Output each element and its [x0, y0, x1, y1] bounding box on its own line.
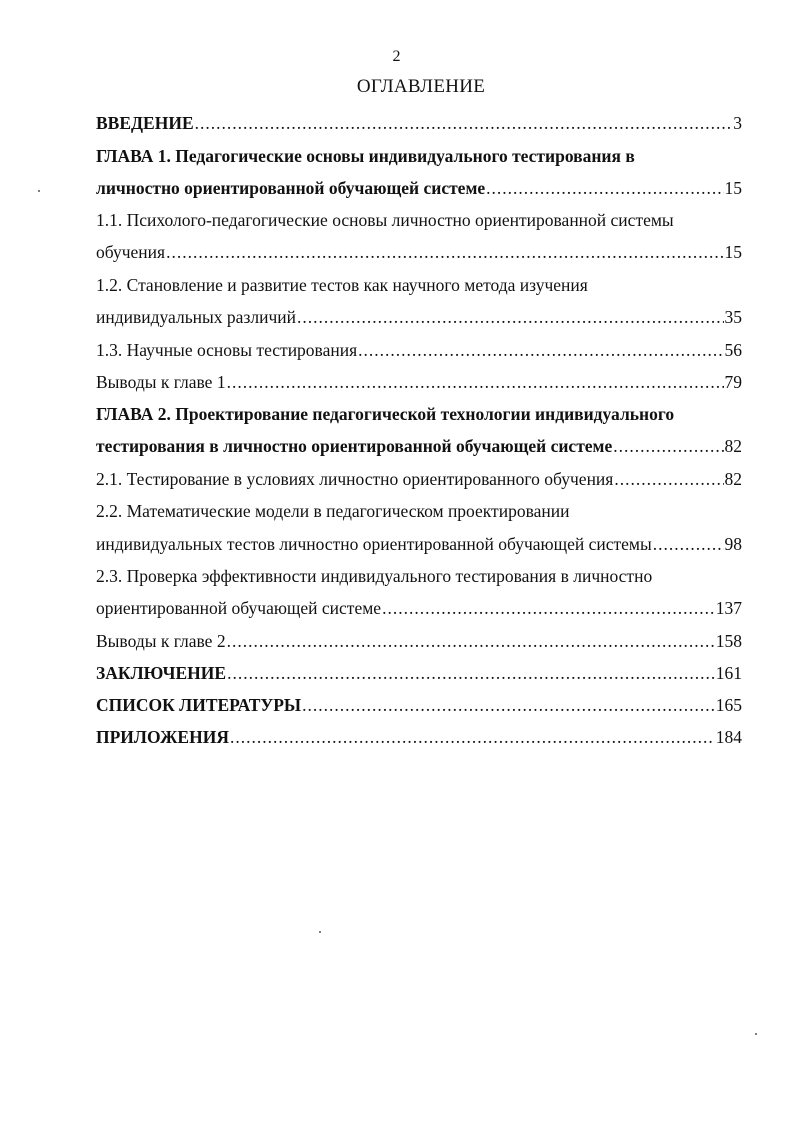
- toc-entry-label: 1.3. Научные основы тестирования: [96, 340, 358, 360]
- toc-page-number: 35: [724, 307, 742, 327]
- toc-leader: [230, 727, 715, 748]
- toc-entry-label-line2: личностно ориентированной обучающей системе: [96, 178, 486, 198]
- toc-leader: [653, 534, 724, 555]
- toc-leader: [195, 113, 733, 134]
- toc-entry-label-line1: ГЛАВА 1. Педагогические основы индивидуального тестирования в: [96, 146, 635, 166]
- toc-entry-label-line2-row: [96, 178, 742, 199]
- toc-page-number: 56: [724, 340, 742, 360]
- toc-page-number: 184: [715, 727, 742, 747]
- toc-entry-label-line2: индивидуальных различий: [96, 307, 296, 327]
- toc-entry-label-line2: ориентированной обучающей системе: [96, 598, 382, 618]
- toc-entry-appendices[interactable]: [96, 727, 742, 748]
- toc-leader: [297, 307, 724, 328]
- toc-leader: [358, 340, 723, 361]
- toc-entry-label-line1: ГЛАВА 2. Проектирование педагогической технологии индивидуального: [96, 404, 675, 424]
- toc-page-number: 79: [724, 372, 742, 392]
- toc-entry-label-line1: 1.2. Становление и развитие тестов как научного метода изучения: [96, 275, 588, 295]
- toc-leader: [613, 436, 723, 457]
- toc-entry-label-line2-row: [96, 436, 742, 457]
- toc-leader: [227, 631, 715, 652]
- toc-leader: [227, 663, 715, 684]
- toc-entry-label-line2: индивидуальных тестов личностно ориентированной обучающей системы: [96, 534, 652, 554]
- toc-entry-label: СПИСОК ЛИТЕРАТУРЫ: [96, 695, 302, 715]
- toc-entry-label: Выводы к главе 1: [96, 372, 226, 392]
- toc-leader: [486, 178, 723, 199]
- toc-entry-conclusion[interactable]: [96, 663, 742, 684]
- toc-leader: [382, 598, 715, 619]
- toc-entry-label-line1: 1.1. Психолого-педагогические основы личностно ориентированной системы: [96, 210, 674, 230]
- toc-entry-label-line2-row: [96, 307, 742, 328]
- toc-entry-label-line1: 2.2. Математические модели в педагогическом проектировании: [96, 501, 570, 521]
- page-number: 2: [392, 48, 401, 65]
- toc-entry-references[interactable]: [96, 695, 742, 716]
- toc-entry-introduction[interactable]: [96, 113, 742, 134]
- toc-entry-section-2-1[interactable]: [96, 469, 742, 490]
- toc-entry-conclusions-chapter-2[interactable]: [96, 631, 742, 652]
- toc-entry-label-line2-row: [96, 242, 742, 263]
- toc-leader: [302, 695, 715, 716]
- toc-leader: [614, 469, 723, 490]
- toc-page-number: 137: [715, 598, 742, 618]
- toc-entry-label-line1: 2.3. Проверка эффективности индивидуального тестирования в личностно: [96, 566, 653, 586]
- toc-leader: [227, 372, 724, 393]
- toc-entry-label: 2.1. Тестирование в условиях личностно ориентированного обучения: [96, 469, 614, 489]
- toc-entry-label: ВВЕДЕНИЕ: [96, 113, 194, 133]
- toc-entry-label-line2-row: [96, 598, 742, 619]
- scan-speck: [38, 190, 40, 192]
- toc-page-number: 82: [724, 436, 742, 456]
- toc-page-number: 158: [715, 631, 742, 651]
- toc-page-number: 165: [715, 695, 742, 715]
- toc-page-number: 15: [724, 178, 742, 198]
- toc-entry-label-line2: тестирования в личностно ориентированной обучающей системе: [96, 436, 613, 456]
- toc-entry-label: ЗАКЛЮЧЕНИЕ: [96, 663, 227, 683]
- toc-entry-conclusions-chapter-1[interactable]: [96, 372, 742, 393]
- toc-entry-label-line2-row: [96, 534, 742, 555]
- toc-entry-section-1-3[interactable]: [96, 340, 742, 361]
- toc-leader: [166, 242, 723, 263]
- toc-entry-label-line2: обучения: [96, 242, 166, 262]
- toc-page-number: 15: [724, 242, 742, 262]
- toc-page-number: 161: [715, 663, 742, 683]
- toc-page-number: 98: [724, 534, 742, 554]
- toc-page-number: 3: [733, 113, 742, 133]
- toc-title: ОГЛАВЛЕНИЕ: [356, 76, 486, 97]
- toc-page-number: 82: [724, 469, 742, 489]
- toc-entry-label: ПРИЛОЖЕНИЯ: [96, 727, 229, 747]
- scan-speck: [755, 1033, 757, 1035]
- toc-entry-label: Выводы к главе 2: [96, 631, 226, 651]
- scan-speck: [319, 931, 321, 933]
